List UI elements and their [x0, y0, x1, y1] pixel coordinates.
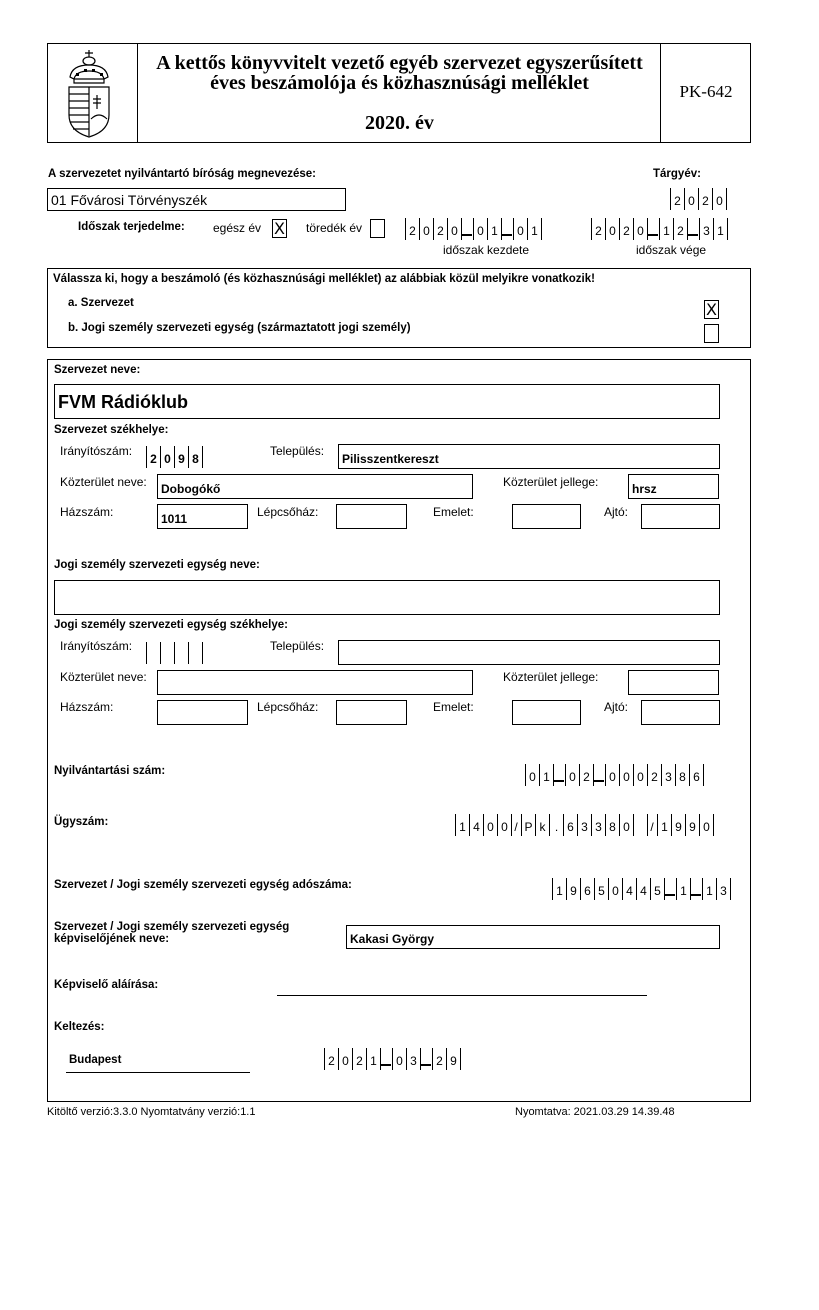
start-month-digit: 0	[473, 218, 488, 240]
scope-option-b-label: b. Jogi személy szervezeti egység (származtatott jogi személy)	[68, 322, 411, 334]
registry-number-cells[interactable]	[525, 764, 703, 786]
tax-digit: 3	[716, 878, 731, 900]
unit-stair-label: Lépcsőház:	[257, 700, 319, 714]
date-separator	[420, 1048, 432, 1070]
org-zip-label: Irányítószám:	[60, 444, 133, 458]
tax-label: Szervezet / Jogi személy szervezeti egység adószáma:	[54, 879, 352, 891]
unit-name-field[interactable]	[54, 580, 720, 615]
date-separator	[501, 218, 513, 240]
org-floor-label: Emelet:	[433, 505, 474, 519]
registry-digit: 0	[633, 764, 648, 786]
org-city-label: Település:	[270, 444, 325, 458]
subject-year-digit: 0	[684, 188, 699, 210]
case-char: .	[549, 814, 564, 836]
scope-question: Válassza ki, hogy a beszámoló (és közhasznúsági melléklet) az alábbiak közül melyikre vonatkozik!	[53, 273, 595, 285]
registry-separator	[553, 764, 565, 786]
case-char: k	[535, 814, 550, 836]
case-char: 3	[591, 814, 606, 836]
case-number-cells[interactable]	[455, 814, 713, 836]
zip-digit	[146, 642, 161, 664]
org-floor-field[interactable]	[512, 504, 581, 529]
period-start-label: időszak kezdete	[443, 243, 530, 257]
unit-house-field[interactable]	[157, 700, 248, 725]
case-label: Ügyszám:	[54, 816, 109, 828]
form-code: PK-642	[679, 82, 733, 101]
date-separator	[687, 218, 699, 240]
tax-digit: 1	[702, 878, 717, 900]
date-separator	[647, 218, 659, 240]
unit-stair-field[interactable]	[336, 700, 407, 725]
form-title-line2: éves beszámolója és közhasznúsági melléklet	[210, 72, 589, 94]
scope-option-b-checkbox[interactable]	[704, 324, 719, 343]
scope-option-a-checkbox[interactable]: X	[704, 300, 719, 319]
tax-digit: 1	[552, 878, 567, 900]
dating-label: Keltezés:	[54, 1021, 105, 1033]
dating-year-digit: 1	[366, 1048, 381, 1070]
unit-zip-cells[interactable]	[146, 642, 202, 664]
unit-zip-label: Irányítószám:	[60, 639, 133, 653]
start-day-digit: 0	[513, 218, 528, 240]
unit-seat-label: Jogi személy szervezeti egység székhelye:	[54, 619, 288, 631]
representative-label-line1: Szervezet / Jogi személy szervezeti egység	[54, 921, 290, 933]
unit-street-type-field[interactable]	[628, 670, 719, 695]
end-year-digit: 0	[605, 218, 620, 240]
start-year-digit: 0	[419, 218, 434, 240]
dating-year-digit: 2	[352, 1048, 367, 1070]
zip-digit: 8	[188, 446, 203, 468]
org-stair-label: Lépcsőház:	[257, 505, 319, 519]
unit-name-label: Jogi személy szervezeti egység neve:	[54, 559, 260, 571]
court-name-field[interactable]: 01 Fővárosi Törvényszék	[47, 188, 346, 211]
dating-month-digit: 3	[406, 1048, 421, 1070]
registry-digit: 3	[661, 764, 676, 786]
period-end-label: időszak vége	[636, 243, 707, 257]
tax-digit: 0	[608, 878, 623, 900]
representative-label-line2: képviselőjének neve:	[54, 933, 170, 945]
org-stair-field[interactable]	[336, 504, 407, 529]
org-name-field[interactable]: FVM Rádióklub	[54, 384, 720, 419]
tax-digit: 1	[676, 878, 691, 900]
registry-digit: 2	[647, 764, 662, 786]
registry-digit: 6	[689, 764, 704, 786]
dating-day-digit: 9	[446, 1048, 461, 1070]
unit-street-field[interactable]	[157, 670, 473, 695]
coat-of-arms-icon	[64, 47, 114, 139]
case-char: 0	[497, 814, 512, 836]
unit-floor-label: Emelet:	[433, 700, 474, 714]
zip-digit	[174, 642, 189, 664]
end-year-digit: 2	[619, 218, 634, 240]
unit-door-field[interactable]	[641, 700, 720, 725]
subject-year-digit: 0	[712, 188, 727, 210]
org-house-label: Házszám:	[60, 505, 114, 519]
org-zip-cells[interactable]	[146, 446, 202, 468]
case-char: 1	[455, 814, 470, 836]
partial-year-checkbox[interactable]	[370, 219, 385, 238]
dating-place: Budapest	[69, 1054, 122, 1066]
unit-city-label: Település:	[270, 639, 325, 653]
end-year-digit: 0	[633, 218, 648, 240]
subject-year-label: Tárgyév:	[653, 168, 701, 180]
dating-date-cells[interactable]	[324, 1048, 460, 1070]
start-month-digit: 1	[487, 218, 502, 240]
case-char: 0	[619, 814, 634, 836]
tax-number-cells[interactable]	[552, 878, 730, 900]
signature-line[interactable]	[277, 995, 647, 996]
org-name-label: Szervezet neve:	[54, 364, 141, 376]
case-slash: /	[650, 820, 654, 834]
zip-digit: 0	[160, 446, 175, 468]
end-month-digit: 2	[673, 218, 688, 240]
end-month-digit: 1	[659, 218, 674, 240]
tax-digit: 5	[594, 878, 609, 900]
case-char: 4	[469, 814, 484, 836]
case-char: 1	[657, 814, 672, 836]
dating-year-digit: 0	[338, 1048, 353, 1070]
tax-separator	[690, 878, 702, 900]
registry-digit: 0	[619, 764, 634, 786]
org-seat-label: Szervezet székhelye:	[54, 424, 169, 436]
start-year-digit: 2	[405, 218, 420, 240]
case-char: 9	[671, 814, 686, 836]
unit-floor-field[interactable]	[512, 700, 581, 725]
zip-digit: 9	[174, 446, 189, 468]
tax-digit: 4	[636, 878, 651, 900]
org-city-field[interactable]: Pilisszentkereszt	[338, 444, 720, 469]
registry-separator	[593, 764, 605, 786]
org-door-field[interactable]	[641, 504, 720, 529]
end-day-digit: 1	[713, 218, 728, 240]
dating-year-digit: 2	[324, 1048, 339, 1070]
dating-day-digit: 2	[432, 1048, 447, 1070]
tax-digit: 4	[622, 878, 637, 900]
org-street-field[interactable]: Dobogókő	[157, 474, 473, 499]
tax-digit: 6	[580, 878, 595, 900]
date-separator	[380, 1048, 392, 1070]
case-char: 9	[685, 814, 700, 836]
start-day-digit: 1	[527, 218, 542, 240]
subject-year-digit: 2	[698, 188, 713, 210]
org-street-label: Közterület neve:	[60, 475, 147, 489]
scope-option-a-label: a. Szervezet	[68, 297, 134, 309]
unit-city-field[interactable]	[338, 640, 720, 665]
period-start-cells[interactable]	[405, 218, 541, 240]
form-title-line1: A kettős könyvvitelt vezető egyéb szervezet egyszerűsített	[156, 52, 643, 74]
case-slash: /	[514, 820, 518, 834]
zip-digit	[188, 642, 203, 664]
footer-versions: Kitöltő verzió:3.3.0 Nyomtatvány verzió:1.1	[47, 1106, 256, 1118]
registry-digit: 8	[675, 764, 690, 786]
case-char: 0	[699, 814, 714, 836]
unit-house-label: Házszám:	[60, 700, 114, 714]
tax-digit: 5	[650, 878, 665, 900]
period-label: Időszak terjedelme:	[78, 221, 185, 233]
org-street-type-label: Közterület jellege:	[503, 475, 599, 489]
subject-year-digit: 2	[670, 188, 685, 210]
period-end-cells[interactable]	[591, 218, 727, 240]
org-street-type-field[interactable]: hrsz	[628, 474, 719, 499]
zip-digit: 2	[146, 446, 161, 468]
court-label: A szervezetet nyilvántartó bíróság megnevezése:	[48, 168, 317, 180]
case-char: 8	[605, 814, 620, 836]
footer-printed: Nyomtatva: 2021.03.29 14.39.48	[515, 1106, 675, 1118]
end-day-digit: 3	[699, 218, 714, 240]
form-year: 2020. év	[365, 112, 434, 134]
case-char: P	[521, 814, 536, 836]
registry-digit: 2	[579, 764, 594, 786]
dating-place-line[interactable]	[66, 1072, 250, 1073]
case-char: 3	[577, 814, 592, 836]
org-house-field[interactable]: 1011	[157, 504, 248, 529]
subject-year-cells[interactable]	[670, 188, 726, 210]
date-separator	[461, 218, 473, 240]
registry-digit: 0	[565, 764, 580, 786]
full-year-label: egész év	[213, 221, 262, 235]
registry-label: Nyilvántartási szám:	[54, 765, 166, 777]
case-char	[633, 814, 648, 836]
partial-year-label: töredék év	[306, 221, 363, 235]
start-year-digit: 2	[433, 218, 448, 240]
representative-name-field[interactable]: Kakasi György	[346, 925, 720, 949]
end-year-digit: 2	[591, 218, 606, 240]
unit-street-label: Közterület neve:	[60, 670, 147, 684]
registry-digit: 0	[525, 764, 540, 786]
signature-label: Képviselő aláírása:	[54, 979, 159, 991]
registry-digit: 0	[605, 764, 620, 786]
unit-street-type-label: Közterület jellege:	[503, 670, 599, 684]
start-year-digit: 0	[447, 218, 462, 240]
case-char: 6	[563, 814, 578, 836]
org-door-label: Ajtó:	[604, 505, 629, 519]
full-year-checkbox[interactable]: X	[272, 219, 287, 238]
case-char: 0	[483, 814, 498, 836]
tax-digit: 9	[566, 878, 581, 900]
registry-digit: 1	[539, 764, 554, 786]
unit-door-label: Ajtó:	[604, 700, 629, 714]
dating-month-digit: 0	[392, 1048, 407, 1070]
tax-separator	[664, 878, 676, 900]
zip-digit	[160, 642, 175, 664]
